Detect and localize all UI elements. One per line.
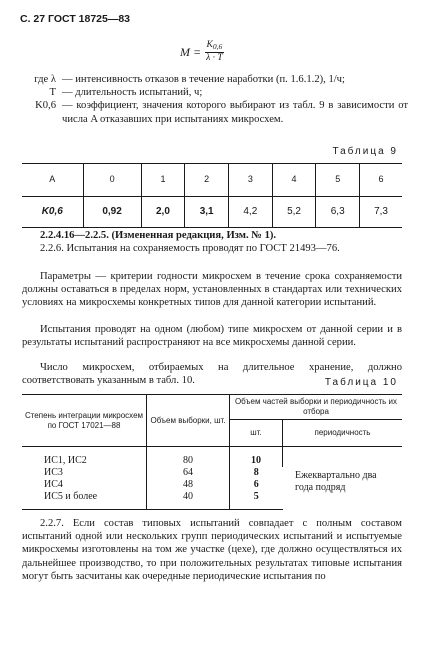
definition-symbol: T [49, 87, 56, 99]
table10-cell-degree: ИС4 [22, 479, 147, 491]
paragraph-2-2-7: 2.2.7. Если состав типовых испытаний совпадает с полным составом испытаний одной или нескольких групп периодических испытаний и испытуемые микросхемы изготовлены на том же участке (цехе), где должно осуществляться их дальнейшее производство, то при положительных результатах типовые испытания могут быть засчитаны как очередные периодические испытания по [22, 518, 402, 582]
definitions-list [28, 73, 408, 126]
table10-cell-degree: ИС5 и более [22, 491, 147, 510]
table10-cell-part: 6 [253, 479, 259, 490]
page-header: С. 27 ГОСТ 18725—83 [20, 13, 131, 25]
definition-item [28, 86, 408, 99]
table10-header-parts: Объем частей выборки и периодичность их отбора [230, 395, 403, 420]
table10-cell-part: 8 [253, 467, 259, 478]
table9-cell: 6,3 [316, 197, 360, 228]
formula: M = $\frac{K_{0,6}}{\lambda \cdot T}$ [180, 40, 223, 63]
definition-text: — коэффициент, значения которого выбирают из табл. 9 в зависимости от числа A отказавших при испытаниях микросхем. [62, 100, 408, 125]
formula-numerator-sub: 0,6 [212, 42, 223, 51]
paragraph-amendment [22, 229, 402, 242]
table10 [22, 394, 402, 510]
table-row [22, 447, 402, 468]
formula-denominator: λ · T [206, 52, 223, 63]
table9-cell: A [22, 164, 83, 197]
paragraph-count: Число микросхем, отбираемых на длительное хранение, должно соответствовать указанным в табл. 10. [22, 362, 402, 387]
table10-cell-volume: 80 [147, 447, 230, 468]
table10-cell-volume: 64 [147, 467, 230, 479]
table10-cell-volume: 40 [147, 491, 230, 510]
table10-cell-degree: ИС3 [22, 467, 147, 479]
table9-cell: 2 [185, 164, 229, 197]
table9-cell: 7,3 [360, 197, 402, 228]
table10-cell-degree: ИС1, ИС2 [22, 447, 147, 468]
definition-item [28, 73, 408, 86]
table9-cell: 5,2 [272, 197, 316, 228]
definition-item [28, 99, 408, 125]
table9-cell: 3,1 [185, 197, 229, 228]
table9-cell: 4 [272, 164, 316, 197]
table9 [22, 163, 402, 228]
definition-text: — интенсивность отказов в течение наработки (п. 1.6.1.2), 1/ч; [62, 74, 345, 85]
periodicity-text: Ежеквартально два года подряд [295, 470, 377, 494]
table9-cell: 0 [83, 164, 141, 197]
table10-caption: Таблица 10 [324, 377, 398, 388]
table9-row-k [22, 197, 402, 228]
paragraph-tests: Испытания проводят на одном (любом) типе микросхем от данной серии и в результаты испытаний распространяют на все микросхемы данной серии. [22, 324, 402, 349]
table9-caption: Таблица 9 [332, 146, 398, 157]
table9-cell: 4,2 [228, 197, 272, 228]
table9-cell: 6 [360, 164, 402, 197]
table10-subheader-periodicity: периодичность [283, 420, 403, 447]
definition-symbol: где λ [34, 74, 56, 85]
paragraph-2-2-6: 2.2.6. Испытания на сохраняемость проводят по ГОСТ 21493—76. [40, 243, 340, 254]
table9-cell: 2,0 [141, 197, 185, 228]
table9-cell: K0,6 [22, 197, 83, 228]
table10-cell-part: 10 [230, 447, 283, 468]
formula-numerator: K [206, 40, 213, 50]
table10-cell-periodicity [283, 447, 403, 510]
table9-cell: 1 [141, 164, 185, 197]
table9-cell: 0,92 [83, 197, 141, 228]
table10-cell-volume: 48 [147, 479, 230, 491]
formula-fraction [204, 40, 225, 65]
definition-text: — длительность испытаний, ч; [62, 87, 203, 99]
table9-cell: 3 [228, 164, 272, 197]
table10-cell-part: 5 [230, 491, 283, 510]
paragraph-text: 2.2.4.16—2.2.5. (Измененная редакция, Изм. № 1). [40, 230, 277, 241]
table9-row-a [22, 164, 402, 197]
table10-subheader-pcs: шт. [230, 420, 283, 447]
table9-cell: 5 [316, 164, 360, 197]
paragraph-criteria: Параметры — критерии годности микросхем в течение срока сохраняемости должны оставаться в пределах норм, установленных в стандартах или технических условиях на микросхемы конкретных типов для данной категории испытаний. [22, 271, 402, 309]
table10-header-row [22, 395, 402, 420]
formula-lhs: M [180, 44, 190, 59]
table10-header-volume: Объем выборки, шт. [147, 395, 230, 447]
definition-symbol: K0,6 [35, 100, 56, 112]
table10-header-degree: Степень интеграции микросхем по ГОСТ 17021—88 [22, 395, 147, 447]
